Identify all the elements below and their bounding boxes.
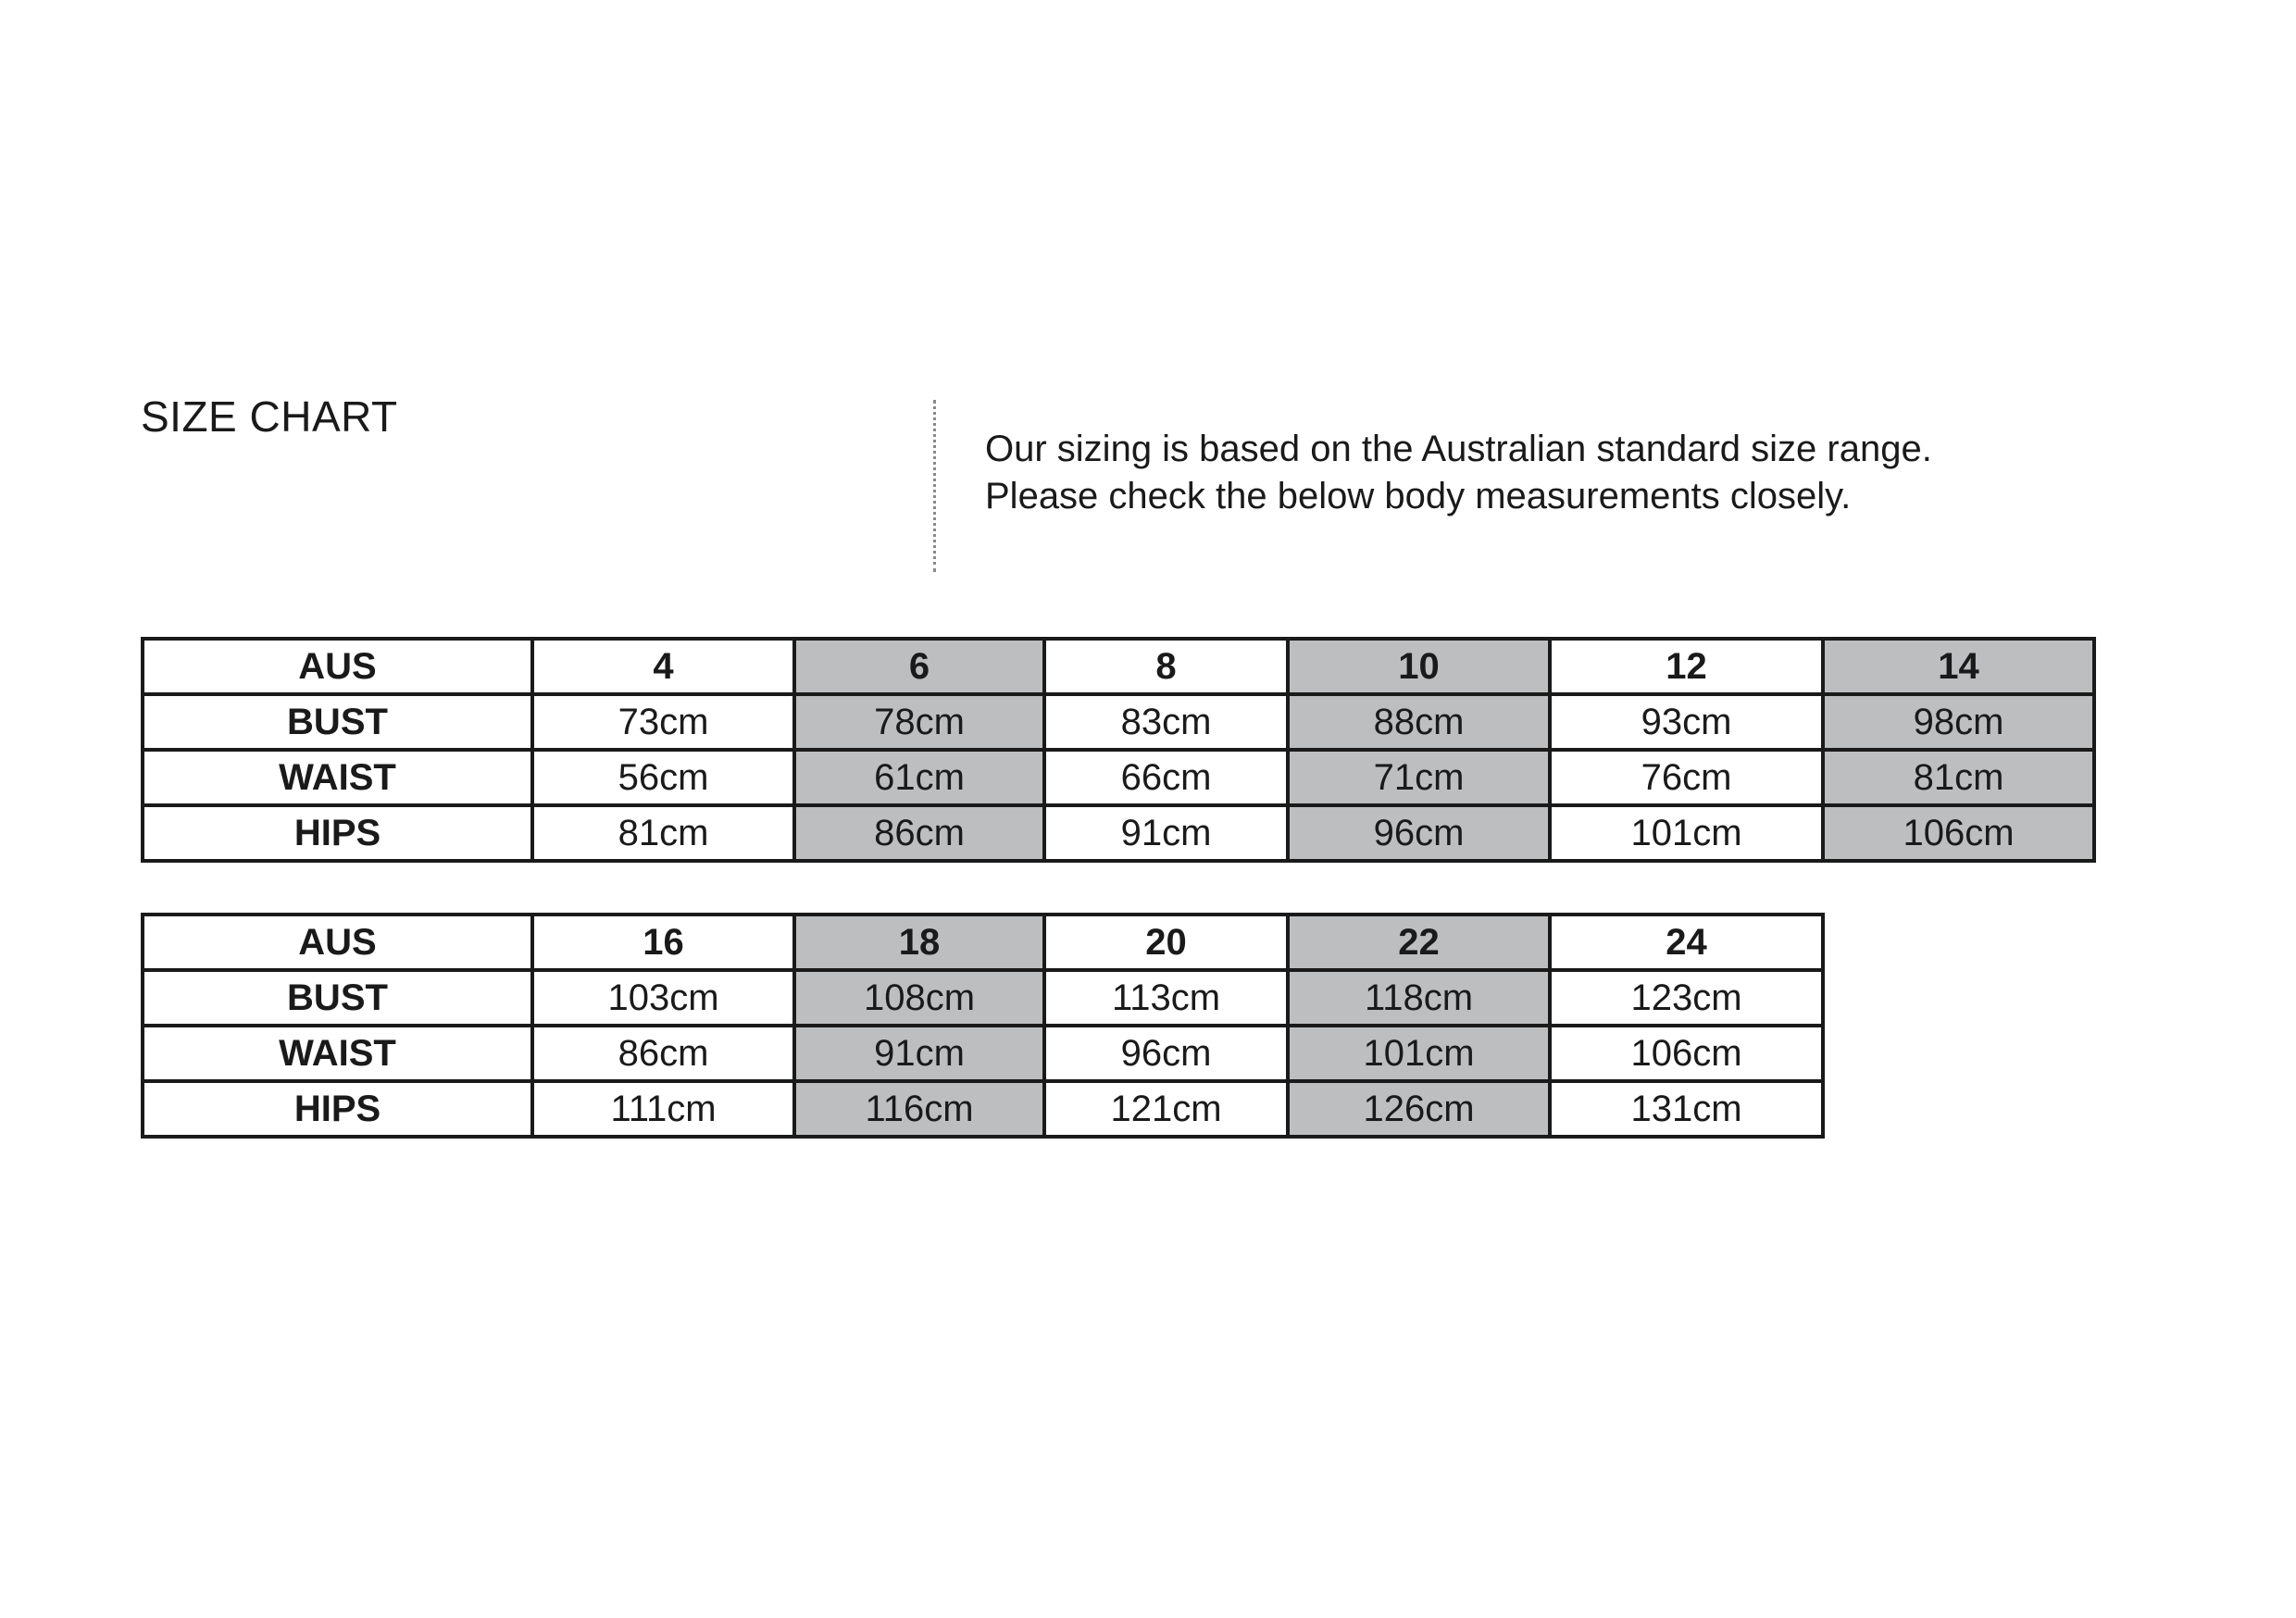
measurement-cell: 118cm — [1288, 970, 1550, 1026]
measurement-cell: 83cm — [1044, 694, 1288, 750]
size-cell: 14 — [1823, 639, 2094, 694]
row-label-hips: HIPS — [143, 805, 532, 861]
page-title: SIZE CHART — [141, 392, 398, 441]
row-label-aus: AUS — [143, 915, 532, 970]
row-label-bust: BUST — [143, 970, 532, 1026]
intro-text — [985, 426, 1932, 520]
measurement-cell: 61cm — [794, 750, 1044, 805]
measurement-cell: 103cm — [532, 970, 794, 1026]
measurement-cell: 71cm — [1288, 750, 1550, 805]
measurement-cell: 111cm — [532, 1081, 794, 1137]
measurement-cell: 96cm — [1044, 1026, 1288, 1081]
size-cell: 16 — [532, 915, 794, 970]
size-cell: 6 — [794, 639, 1044, 694]
table-row — [143, 639, 2094, 694]
measurement-cell: 91cm — [1044, 805, 1288, 861]
dotted-divider — [933, 400, 936, 572]
row-label-hips: HIPS — [143, 1081, 532, 1137]
measurement-cell: 101cm — [1288, 1026, 1550, 1081]
measurement-cell: 106cm — [1550, 1026, 1823, 1081]
size-cell: 20 — [1044, 915, 1288, 970]
measurement-cell: 108cm — [794, 970, 1044, 1026]
size-cell: 22 — [1288, 915, 1550, 970]
measurement-cell: 78cm — [794, 694, 1044, 750]
measurement-cell: 73cm — [532, 694, 794, 750]
intro-line-2: Please check the below body measurements closely. — [985, 476, 1852, 517]
table-row — [143, 694, 2094, 750]
row-label-aus: AUS — [143, 639, 532, 694]
measurement-cell: 131cm — [1550, 1081, 1823, 1137]
table-row — [143, 750, 2094, 805]
measurement-cell: 116cm — [794, 1081, 1044, 1137]
row-label-waist: WAIST — [143, 750, 532, 805]
measurement-cell: 91cm — [794, 1026, 1044, 1081]
measurement-cell: 98cm — [1823, 694, 2094, 750]
intro-line-1: Our sizing is based on the Australian standard size range. — [985, 429, 1932, 469]
measurement-cell: 96cm — [1288, 805, 1550, 861]
measurement-cell: 88cm — [1288, 694, 1550, 750]
size-cell: 4 — [532, 639, 794, 694]
table-row — [143, 1081, 1823, 1137]
measurement-cell: 101cm — [1550, 805, 1823, 861]
size-table-2 — [141, 913, 1825, 1139]
row-label-bust: BUST — [143, 694, 532, 750]
measurement-cell: 86cm — [794, 805, 1044, 861]
measurement-cell: 113cm — [1044, 970, 1288, 1026]
measurement-cell: 93cm — [1550, 694, 1823, 750]
measurement-cell: 123cm — [1550, 970, 1823, 1026]
measurement-cell: 81cm — [1823, 750, 2094, 805]
table-row — [143, 1026, 1823, 1081]
measurement-cell: 86cm — [532, 1026, 794, 1081]
size-cell: 12 — [1550, 639, 1823, 694]
size-cell: 10 — [1288, 639, 1550, 694]
table-row — [143, 805, 2094, 861]
measurement-cell: 81cm — [532, 805, 794, 861]
measurement-cell: 66cm — [1044, 750, 1288, 805]
size-cell: 8 — [1044, 639, 1288, 694]
measurement-cell: 106cm — [1823, 805, 2094, 861]
size-cell: 18 — [794, 915, 1044, 970]
measurement-cell: 76cm — [1550, 750, 1823, 805]
measurement-cell: 121cm — [1044, 1081, 1288, 1137]
measurement-cell: 126cm — [1288, 1081, 1550, 1137]
table-row — [143, 915, 1823, 970]
table-row — [143, 970, 1823, 1026]
measurement-cell: 56cm — [532, 750, 794, 805]
size-cell: 24 — [1550, 915, 1823, 970]
size-table-1 — [141, 637, 2096, 863]
row-label-waist: WAIST — [143, 1026, 532, 1081]
